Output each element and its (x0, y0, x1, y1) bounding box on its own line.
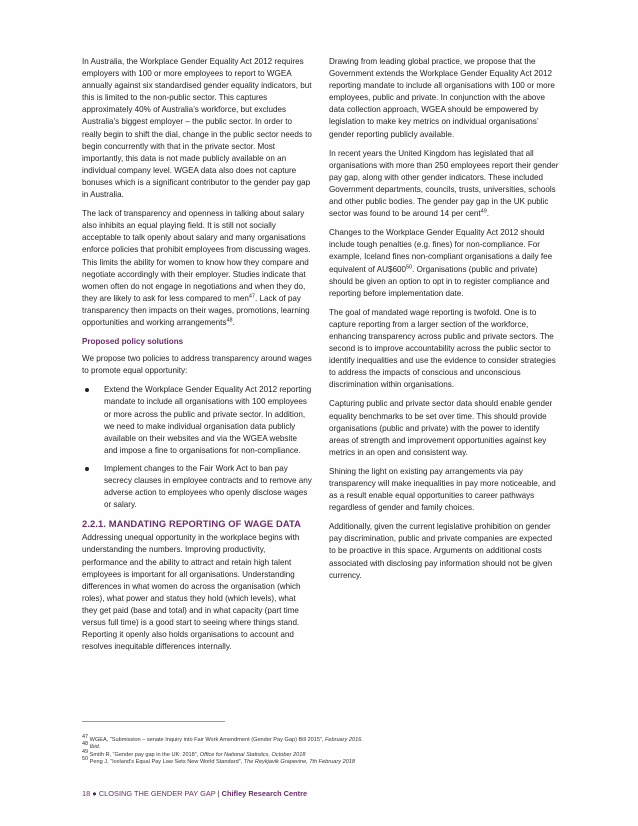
footnote-number: 49 (82, 748, 89, 755)
bullet-icon (85, 388, 89, 392)
footnote (82, 741, 562, 751)
document-title: CLOSING THE GENDER PAY GAP (98, 789, 216, 798)
footnote-divider (82, 721, 225, 722)
organisation-name: Chifley Research Centre (221, 789, 308, 798)
bullet-icon (85, 467, 89, 471)
paragraph-text: In recent years the United Kingdom has legislated that all organisations with more than 250 employees report their gender pay gap, along with other gender indicators. These included Government departments, councils, trusts, universities, schools and other public bodies. The gender pay gap in the UK public sector was found to be around 14 per cent (329, 148, 559, 219)
paragraph-text: . (486, 209, 490, 219)
paragraph (329, 148, 561, 221)
footnote-number: 48 (82, 741, 89, 748)
footnote-source: February 2016. (324, 737, 363, 743)
footnote-source: The Reykjavik Grapevine, 7th February 2018 (243, 759, 356, 766)
paragraph: Additionally, given the current legislative prohibition on gender pay discrimination, public and private companies are expected to be proactive in this space. Arguments on additional costs associated with disclosing pay information should not be given currency. (329, 522, 553, 580)
paragraph-text: Changes to the Workplace Gender Equality Act 2012 should include tough penalties (e.g. fines) for non-compliance. For example, Iceland fines non-compliant organisations a daily fee equivalent of AU$600 (329, 228, 553, 274)
bullet-list (82, 384, 312, 511)
footnote-ref: 47 (248, 293, 256, 300)
footnote (82, 756, 562, 766)
right-column (329, 56, 561, 589)
paragraph: Addressing unequal opportunity in the workplace begins with understanding the numbers. Improving productivity, performance and the ability to attract and retain high talent employees is important for all organisations. Understanding differences in what women do across the organisation (which roles), what power and status they hold (which levels), what they get paid (base and total) and in what capacity (part time versus full time) is a good start to seeing where things stand. Reporting it openly also holds organisations to account and resolves inequitable differences internally. (82, 533, 301, 652)
left-column (82, 56, 312, 660)
paragraph: Capturing public and private sector data should enable gender equality benchmarks to be set over time. This should provide organisations (public and private) with the power to identify areas of strength and improvement opportunities against key metrics in an open and consistent way. (329, 399, 553, 457)
footnote-number: 50 (82, 756, 89, 763)
subheading: Proposed policy solutions (82, 337, 184, 347)
list-item (82, 463, 312, 511)
page-number: 18 (82, 789, 91, 798)
footnote-ref: 49 (480, 208, 487, 215)
footnote-number: 47 (82, 734, 89, 741)
paragraph-text: The lack of transparency and openness in talking about salary also inhibits an equal playing field. It is still not socially acceptable to talk openly about salary and many organisations enforce policies that prohibit employees from discussing wages. This limits the ability for women to know how they compare and negotiate accordingly with their employer. Studies indicate that women often do not engage in negotiations and when they do, they are likely to ask for less compared to men (82, 209, 311, 303)
footer-bullet-icon: ● (92, 789, 97, 798)
paragraph (329, 227, 561, 300)
paragraph: We propose two policies to address transparency around wages to promote equal opportunity: (82, 354, 312, 376)
footnote-text: Smith R, “Gender pay gap in the UK: 2018”, (88, 751, 200, 758)
list-item-text: Implement changes to the Fair Work Act to ban pay secrecy clauses in employee contracts and to remove any adverse action to employees who openly disclose wages or salary. (104, 463, 312, 510)
paragraph (82, 208, 312, 329)
footnote (82, 734, 562, 744)
footnote-source: Office for National Statistics, October 2018 (199, 751, 306, 758)
paragraph-text: . Lack of pay transparency then impacts on their wages, promotions, learning opportunities and working arrangements (82, 293, 310, 327)
paragraph: Shining the light on existing pay arrangements via pay transparency will make inequalities in pay more noticeable, and as a result enable equal opportunities to career pathways regardless of gender and family choices. (329, 466, 556, 513)
paragraph: The goal of mandated wage reporting is twofold. One is to capture reporting from a larger section of the workforce, enhancing transparency across public and private sectors. The second is to improve accountability across the public sector to identify inequalities and use the evidence to consider strategies to address the impacts of conscious and unconscious discrimination within organisations. (329, 307, 556, 390)
list-item (82, 384, 312, 457)
footer-separator: | (217, 789, 220, 798)
footnote-text: WGEA, “Submission – senate Inquiry into Fair Work Amendment (Gender Pay Gap) Bill 2015”, (88, 737, 325, 743)
footnote-ref: 50 (405, 263, 413, 270)
list-item-text: Extend the Workplace Gender Equality Act 2012 reporting mandate to include all organisations with 100 employees or more across the public and private sector. In addition, we need to make individual organisation data publicly available on their websites and via the WGEA website and impose a fine to organisations for non-compliance. (104, 385, 312, 455)
footnote-ref: 48 (226, 317, 233, 324)
paragraph-text: . (232, 317, 235, 327)
footnote-source: Ibid. (89, 744, 101, 751)
paragraph: In Australia, the Workplace Gender Equality Act 2012 requires employers with 100 or more employees to report to WGEA annually against six standardised gender equality indicators, but this is limited to the non-public sector. This captures approximately 40% of Australia’s workforce, but excludes Australia’s biggest employer – the public sector. In order to really begin to shift the dial, change in the public sector needs to begin concurrently with that in the private sector. Most importantly, this data is not made publicly available on an individual company level. WGEA data also does not capture bonuses which is a significant contributor to the gender pay gap in Australia. (82, 57, 312, 200)
footnote-text: Peng J, “Iceland’s Equal Pay Law Sets New World Standard”, (88, 759, 244, 766)
footnotes (82, 734, 562, 767)
paragraph-text: . Organisations (public and private) should be given an option to opt in to register compliance and reporting before implementation date. (329, 264, 550, 298)
section-heading: 2.2.1. MANDATING REPORTING OF WAGE DATA (82, 518, 302, 530)
paragraph: Drawing from leading global practice, we propose that the Government extends the Workplace Gender Equality Act 2012 reporting mandate to include all organisations with 100 or more employees, public and private. In conjunction with the above data collection approach, WGEA should be empowered by legislation to make key metrics on individual organisations’ gender reporting publicly available. (329, 57, 555, 139)
page-footer (82, 789, 307, 798)
